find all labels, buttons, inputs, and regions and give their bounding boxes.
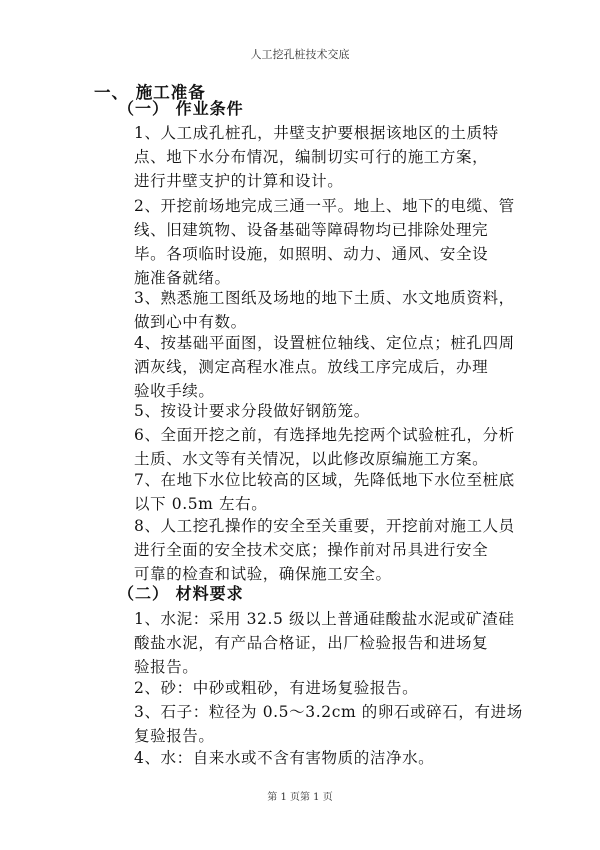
list-item [134,121,544,193]
page-header: 人工挖孔桩技术交底 [250,48,350,61]
page-footer: 第 1 页第 1 页 [267,792,333,803]
item-line: 毕。各项临时设施，如照明、动力、通风、安全设 [134,245,489,263]
subsection-title-work-conditions: （一） 作业条件 [118,99,244,118]
item-line: 施准备就绪。 [134,269,231,287]
item-line: 线、旧建筑物、设备基础等障碍物均已排除处理完 [134,221,489,239]
item-line: 5、按设计要求分段做好钢筋笼。 [134,402,370,420]
item-line: 3、熟悉施工图纸及场地的地下土质、水文地质资料， [134,289,515,307]
item-line: 进行全面的安全技术交底；操作前对吊具进行安全 [134,541,489,559]
list-item [134,700,544,748]
item-line: 2、砂：中砂或粗砂，有进场复验报告。 [134,679,419,697]
section-title: 一、 施工准备 [94,83,206,102]
list-item [134,194,544,290]
item-line: 7、在地下水位比较高的区域，先降低地下水位至桩底 [134,471,515,489]
item-line: 做到心中有数。 [134,313,247,331]
list-item [134,746,544,770]
item-line: 2、开挖前场地完成三通一平。地上、地下的电缆、管 [134,197,515,215]
item-line: 1、人工成孔桩孔，井壁支护要根据该地区的土质特 [134,124,499,142]
list-item [134,423,544,471]
item-line: 验收手续。 [134,382,215,400]
item-line: 4、水：自来水或不含有害物质的洁净水。 [134,749,435,767]
item-line: 点、地下水分布情况，编制切实可行的施工方案， [134,148,489,166]
list-item [134,468,544,516]
list-item [134,331,544,403]
item-line: 3、石子：粒径为 0.5～3.2cm 的卵石或碎石，有进场 [134,703,523,721]
list-item [134,607,544,679]
item-line: 8、人工挖孔操作的安全至关重要，开挖前对施工人员 [134,517,515,535]
item-line: 可靠的检查和试验，确保施工安全。 [134,565,392,583]
item-line: 酸盐水泥，有产品合格证，出厂检验报告和进场复 [134,634,489,652]
item-line: 6、全面开挖之前，有选择地先挖两个试验桩孔，分析 [134,426,515,444]
list-item [134,286,544,334]
item-line: 以下 0.5m 左右。 [134,495,268,513]
list-item [134,676,544,700]
item-line: 验报告。 [134,658,199,676]
item-line: 复验报告。 [134,727,215,745]
item-line: 洒灰线，测定高程水准点。放线工序完成后，办理 [134,358,489,376]
list-item [134,399,544,423]
item-line: 土质、水文等有关情况，以此修改原编施工方案。 [134,450,489,468]
item-line: 进行井壁支护的计算和设计。 [134,172,344,190]
item-line: 1、水泥：采用 32.5 级以上普通硅酸盐水泥或矿渣硅 [134,610,515,628]
list-item [134,514,544,586]
subsection-title-material-requirements: （二） 材料要求 [118,584,244,603]
item-line: 4、按基础平面图，设置桩位轴线、定位点；桩孔四周 [134,334,515,352]
